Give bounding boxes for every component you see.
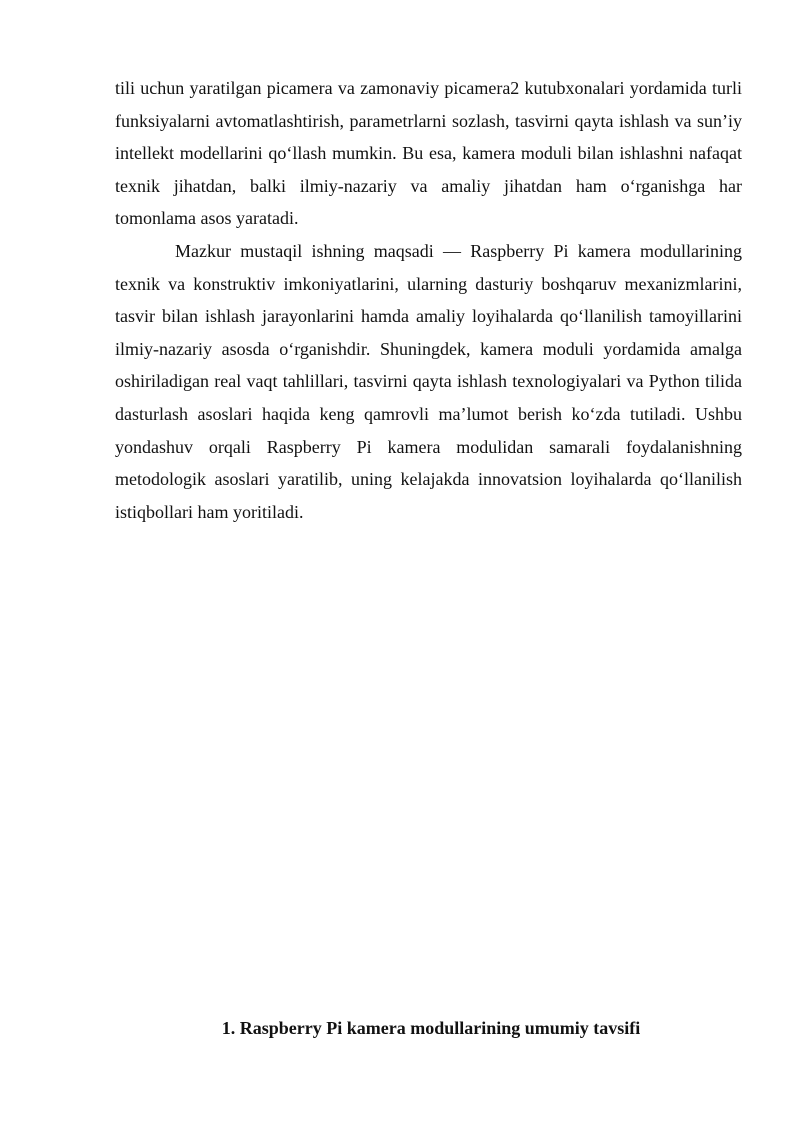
body-text [115,72,742,528]
paragraph-continuation: tili uchun yaratilgan picamera va zamonaviy picamera2 kutubxonalari yordamida turli funksiyalarni avtomatlashtirish, parametrlarni sozlash, tasvirni qayta ishlash va sun’iy intellekt modellarini qo‘llash mumkin. Bu esa, kamera moduli bilan ishlashni nafaqat texnik jihatdan, balki ilmiy-nazariy va amaliy jihatdan ham o‘rganishga har tomonlama asos yaratadi. [115,78,742,229]
section-heading: 1. Raspberry Pi kamera modullarining umumiy tavsifi [221,1018,641,1038]
paragraph-purpose: Mazkur mustaqil ishning maqsadi — Raspberry Pi kamera modullarining texnik va konstruktiv imkoniyatlarini, ularning dasturiy boshqaruv mexanizmlarini, tasvir bilan ishlash jarayonlarini hamda amaliy loyihalarda qo‘llanilish tamoyillarini ilmiy-nazariy asosda o‘rganishdir. Shuningdek, kamera moduli yordamida amalga oshiriladigan real vaqt tahlillari, tasvirni qayta ishlash texnologiyalari va Python tilida dasturlash asoslari haqida keng qamrovli ma’lumot berish ko‘zda tutiladi. Ushbu yondashuv orqali Raspberry Pi kamera modulidan samarali foydalanishning metodologik asoslari yaratilib, uning kelajakda innovatsion loyihalarda qo‘llanilish istiqbollari ham yoritiladi. [115,240,742,522]
